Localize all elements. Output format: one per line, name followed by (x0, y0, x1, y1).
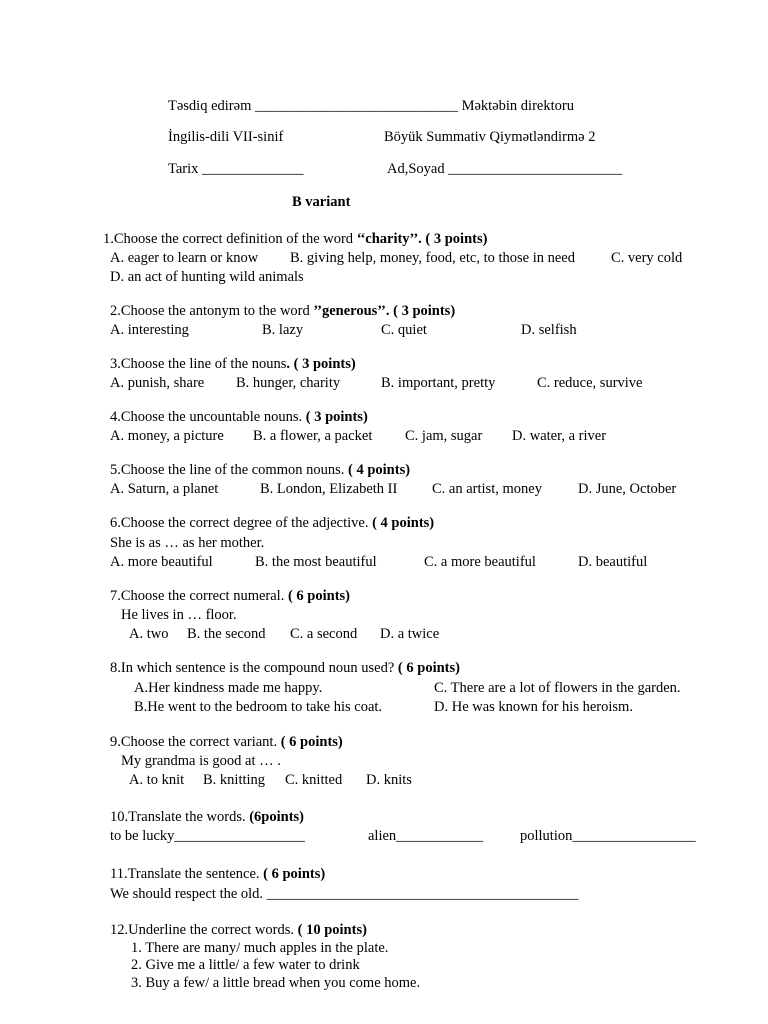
q7-option-a[interactable]: A. two (129, 626, 169, 642)
name-field[interactable]: Ad,Soyad ________________________ (387, 161, 623, 177)
question-4: 4.Choose the uncountable nouns. ( 3 points) (110, 409, 368, 425)
q10-word-alien[interactable]: alien____________ (368, 828, 484, 844)
q2-option-d[interactable]: D. selfish (521, 322, 577, 338)
q6-option-d[interactable]: D. beautiful (578, 554, 648, 570)
question-1: 1.Choose the correct definition of the word ‘‘charity’’. ( 3 points) (103, 231, 488, 247)
q5-option-c[interactable]: C. an artist, money (432, 481, 542, 497)
q7-option-d[interactable]: D. a twice (380, 626, 440, 642)
q3-option-d[interactable]: C. reduce, survive (537, 375, 643, 391)
q1-option-a[interactable]: A. eager to learn or know (110, 250, 259, 266)
q3-option-a[interactable]: A. punish, share (110, 375, 205, 391)
q9-option-d[interactable]: D. knits (366, 772, 412, 788)
q4-option-d[interactable]: D. water, a river (512, 428, 607, 444)
q12-item-1[interactable]: 1. There are many/ much apples in the plate. (131, 940, 389, 956)
question-10: 10.Translate the words. (6points) (110, 809, 305, 825)
question-11: 11.Translate the sentence. ( 6 points) (110, 866, 326, 882)
question-3: 3.Choose the line of the nouns. ( 3 points) (110, 356, 356, 372)
q1-option-d[interactable]: D. an act of hunting wild animals (110, 269, 304, 285)
q8-option-b[interactable]: B.He went to the bedroom to take his coat. (134, 699, 383, 715)
q10-word-lucky[interactable]: to be lucky__________________ (110, 828, 305, 844)
q9-option-b[interactable]: B. knitting (203, 772, 266, 788)
q4-option-b[interactable]: B. a flower, a packet (253, 428, 373, 444)
q12-item-2[interactable]: 2. Give me a little/ a few water to drink (131, 957, 360, 973)
variant-title: B variant (292, 194, 351, 210)
question-6: 6.Choose the correct degree of the adjective. ( 4 points) (110, 515, 435, 531)
q2-option-b[interactable]: B. lazy (262, 322, 304, 338)
q4-option-a[interactable]: A. money, a picture (110, 428, 224, 444)
q7-sentence: He lives in … floor. (121, 607, 237, 623)
subject-grade: İngilis-dili VII-sinif (168, 129, 284, 145)
q5-option-d[interactable]: D. June, October (578, 481, 677, 497)
q8-option-a[interactable]: A.Her kindness made me happy. (134, 680, 323, 696)
question-5: 5.Choose the line of the common nouns. ( 4 points) (110, 462, 411, 478)
date-field[interactable]: Tarix ______________ (168, 161, 304, 177)
q10-word-pollution[interactable]: pollution_________________ (520, 828, 696, 844)
q9-sentence: My grandma is good at … . (121, 753, 281, 769)
q8-option-c[interactable]: C. There are a lot of flowers in the garden. (434, 680, 681, 696)
q6-option-a[interactable]: A. more beautiful (110, 554, 213, 570)
q5-option-a[interactable]: A. Saturn, a planet (110, 481, 219, 497)
q8-option-d[interactable]: D. He was known for his heroism. (434, 699, 633, 715)
q6-option-c[interactable]: C. a more beautiful (424, 554, 536, 570)
question-8: 8.In which sentence is the compound noun used? ( 6 points) (110, 660, 460, 676)
q7-option-c[interactable]: C. a second (290, 626, 358, 642)
question-12: 12.Underline the correct words. ( 10 points) (110, 922, 367, 938)
q3-option-b[interactable]: B. hunger, charity (236, 375, 341, 391)
question-7: 7.Choose the correct numeral. ( 6 points) (110, 588, 351, 604)
q5-option-b[interactable]: B. London, Elizabeth II (260, 481, 398, 497)
q3-option-c[interactable]: B. important, pretty (381, 375, 496, 391)
approval-line: Təsdiq edirəm ____________________________ Məktəbin direktoru (168, 98, 574, 114)
q1-option-b[interactable]: B. giving help, money, food, etc, to those in need (290, 250, 575, 266)
question-9: 9.Choose the correct variant. ( 6 points) (110, 734, 343, 750)
q6-sentence: She is as … as her mother. (110, 535, 265, 551)
q9-option-c[interactable]: C. knitted (285, 772, 343, 788)
q9-option-a[interactable]: A. to knit (129, 772, 185, 788)
q1-option-c[interactable]: C. very cold (611, 250, 683, 266)
q2-option-c[interactable]: C. quiet (381, 322, 427, 338)
question-2: 2.Choose the antonym to the word ’’generous’’. ( 3 points) (110, 303, 456, 319)
assessment-title: Böyük Summativ Qiymətləndirmə 2 (384, 129, 596, 145)
q12-item-3[interactable]: 3. Buy a few/ a little bread when you come home. (131, 975, 421, 991)
q6-option-b[interactable]: B. the most beautiful (255, 554, 377, 570)
q4-option-c[interactable]: C. jam, sugar (405, 428, 483, 444)
q7-option-b[interactable]: B. the second (187, 626, 266, 642)
q2-option-a[interactable]: A. interesting (110, 322, 189, 338)
q11-sentence[interactable]: We should respect the old. ___________________________________________ (110, 886, 579, 902)
